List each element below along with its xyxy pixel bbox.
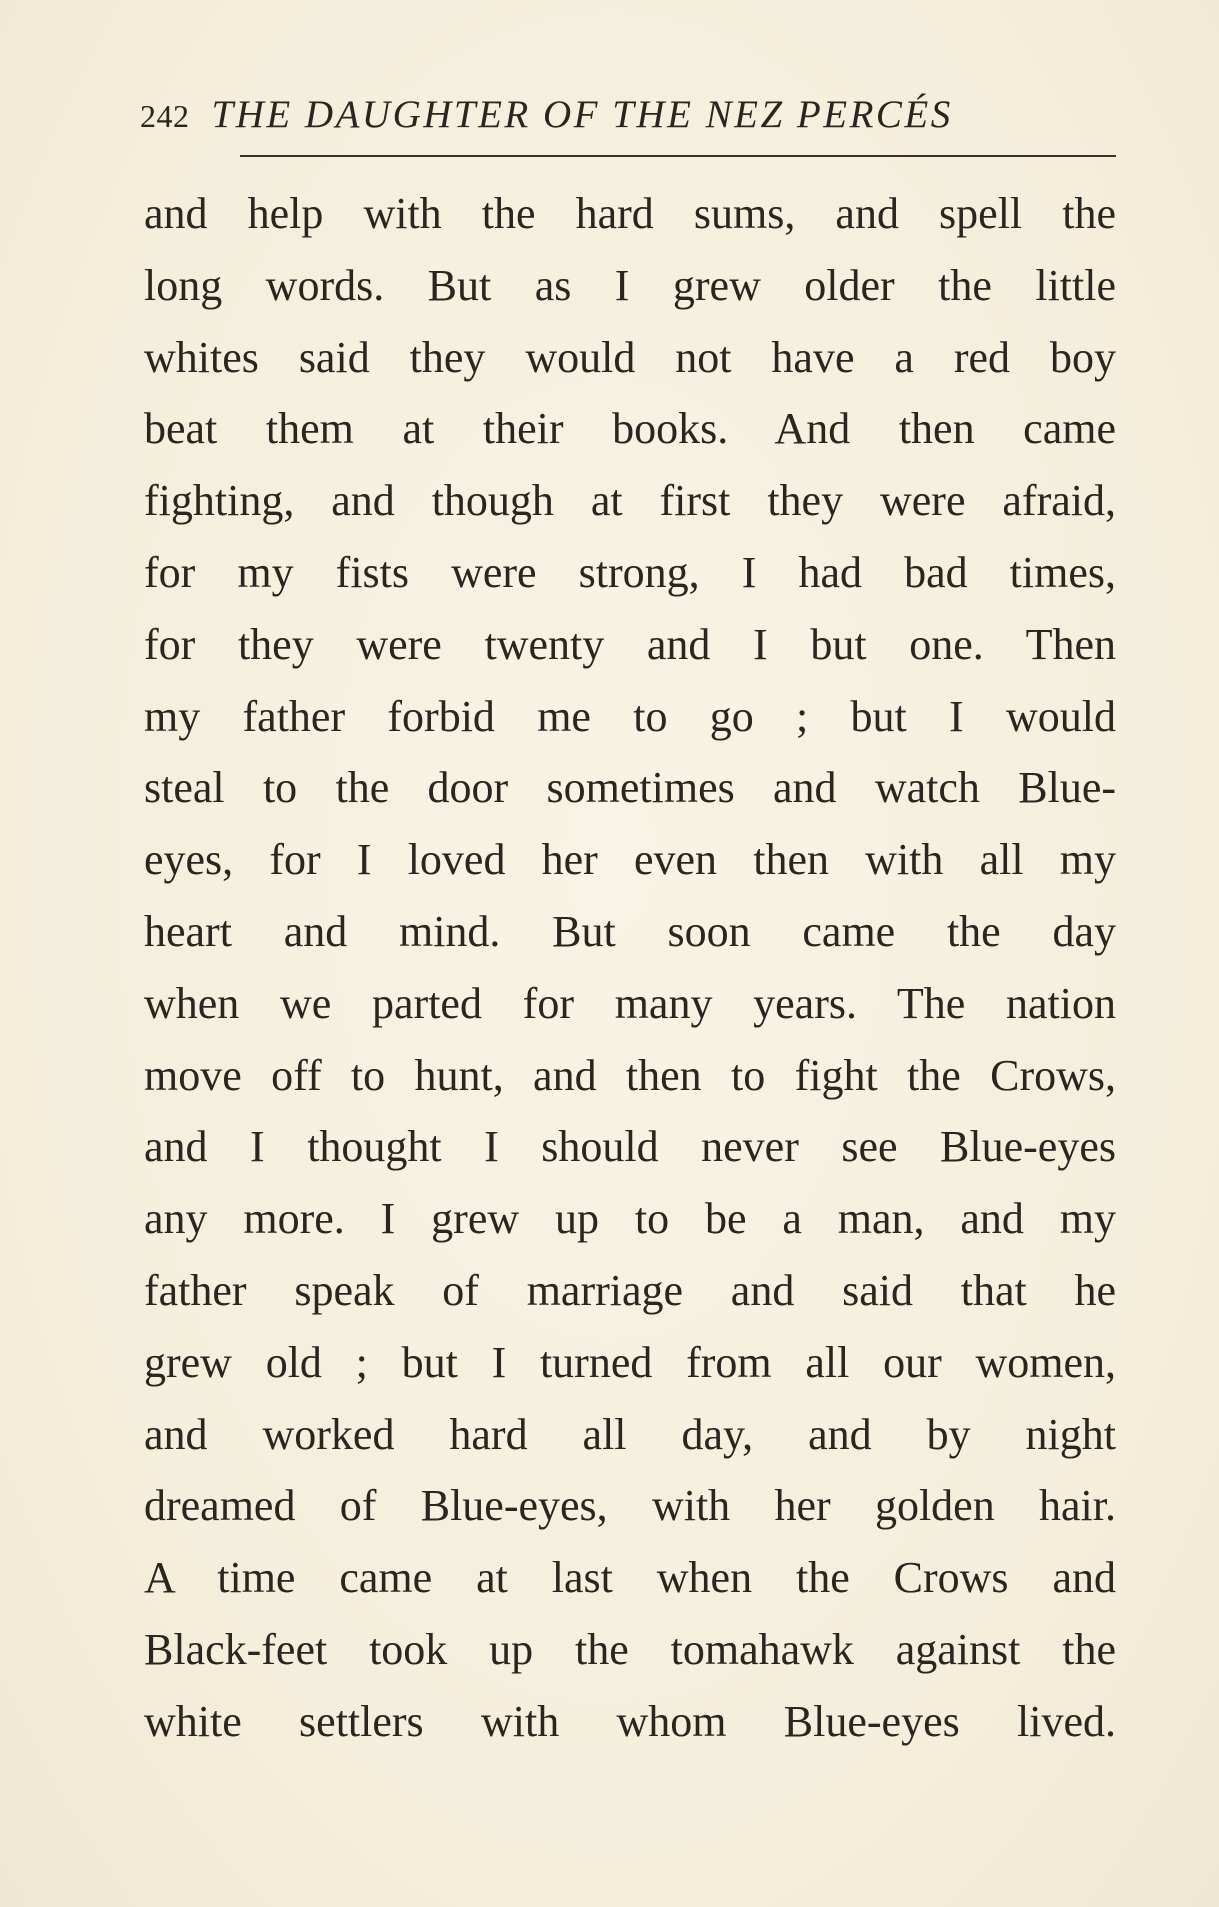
running-title: THE DAUGHTER OF THE NEZ PERCÉS: [211, 93, 953, 136]
text-line: steal to the door sometimes and watch Blue-: [144, 763, 1116, 813]
text-line: beat them at their books. And then came: [144, 404, 1116, 454]
text-line: for my fists were strong, I had bad times,: [144, 547, 1116, 597]
text-line: for they were twenty and I but one. Then: [144, 619, 1116, 669]
page-number: 242: [140, 98, 190, 134]
text-line: white settlers with whom Blue-eyes lived.: [144, 1696, 1116, 1746]
text-line: and I thought I should never see Blue-eyes: [144, 1122, 1116, 1172]
header-rule: [240, 155, 1116, 157]
running-head: [140, 92, 1120, 152]
text-line: any more. I grew up to be a man, and my: [144, 1194, 1116, 1244]
text-line: and worked hard all day, and by night: [144, 1409, 1116, 1459]
text-line: dreamed of Blue-eyes, with her golden hair.: [144, 1481, 1116, 1531]
text-line: whites said they would not have a red boy: [144, 332, 1116, 382]
text-line: my father forbid me to go ; but I would: [144, 691, 1116, 741]
text-line: father speak of marriage and said that he: [144, 1265, 1116, 1315]
text-line: A time came at last when the Crows and: [144, 1553, 1116, 1603]
text-line: when we parted for many years. The nation: [144, 978, 1116, 1028]
text-line: move off to hunt, and then to fight the Crows,: [144, 1050, 1116, 1100]
text-line: and help with the hard sums, and spell the: [144, 189, 1116, 238]
text-line: grew old ; but I turned from all our women,: [144, 1337, 1116, 1387]
text-line: long words. But as I grew older the little: [144, 260, 1116, 310]
text-line: heart and mind. But soon came the day: [144, 906, 1116, 956]
body-text: [144, 178, 1116, 1758]
text-line: fighting, and though at first they were afraid,: [144, 476, 1116, 526]
text-line: eyes, for I loved her even then with all my: [144, 835, 1116, 885]
text-line: Black-feet took up the tomahawk against the: [144, 1624, 1116, 1674]
